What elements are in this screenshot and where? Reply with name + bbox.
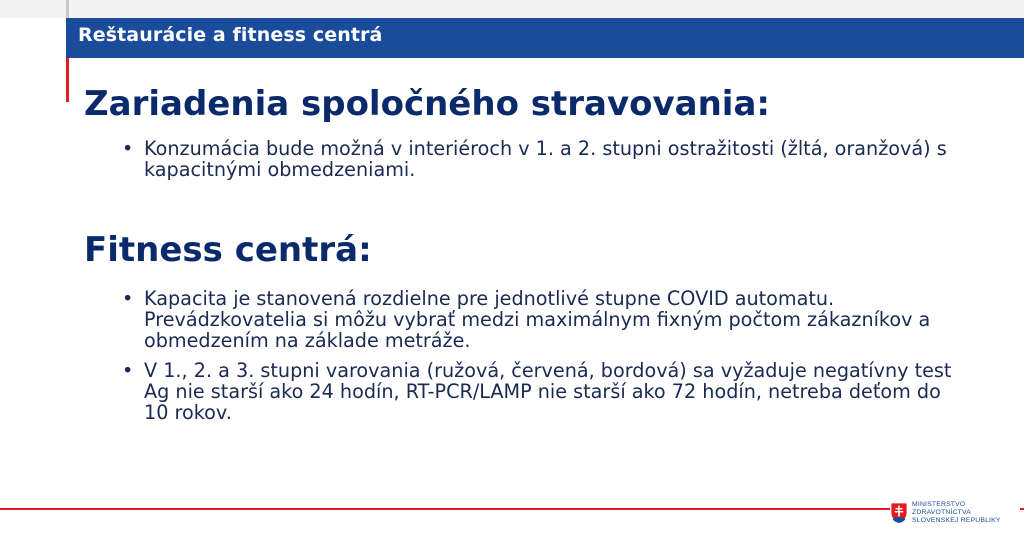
bullet-icon: • xyxy=(122,137,134,160)
bullet-text: V 1., 2. a 3. stupni varovania (ružová, červená, bordová) sa vyžaduje negatívny test Ag nie starší ako 24 hodín, RT-PCR/LAMP nie starší ako 72 hodín, netreba deťom do 10 rokov. xyxy=(144,359,952,424)
bullet-icon: • xyxy=(122,287,134,310)
top-strip xyxy=(0,0,1024,18)
red-accent-marker xyxy=(66,58,69,102)
restaurants-bullet-list xyxy=(122,138,952,189)
logo-text xyxy=(912,501,1001,526)
section-heading-fitness: Fitness centrá: xyxy=(84,230,372,270)
ministry-logo xyxy=(890,498,1020,538)
fitness-bullet-list xyxy=(122,288,952,432)
logo-line-1: MINISTERSTVO xyxy=(912,501,966,508)
logo-line-2: ZDRAVOTNÍCTVA xyxy=(912,509,971,517)
logo-line-3: SLOVENSKEJ REPUBLIKY xyxy=(912,517,1001,525)
bullet-text: Kapacita je stanovená rozdielne pre jednotlivé stupne COVID automatu. Prevádzkovatelia si môžu vybrať medzi maximálnym fixným počtom zákazníkov a obmedzením na základe metráže. xyxy=(144,287,931,352)
bullet-icon: • xyxy=(122,359,134,382)
header-title: Reštaurácie a fitness centrá xyxy=(78,24,383,46)
top-divider-tick xyxy=(66,0,69,18)
list-item xyxy=(122,138,952,180)
section-heading-restaurants: Zariadenia spoločného stravovania: xyxy=(84,84,770,124)
header-bar xyxy=(66,18,1024,58)
footer-rule xyxy=(0,508,1024,510)
list-item xyxy=(122,360,952,423)
list-item xyxy=(122,288,952,351)
slovak-coat-of-arms-icon xyxy=(890,502,908,524)
bullet-text: Konzumácia bude možná v interiéroch v 1. a 2. stupni ostražitosti (žltá, oranžová) s kapacitnými obmedzeniami. xyxy=(144,137,947,181)
